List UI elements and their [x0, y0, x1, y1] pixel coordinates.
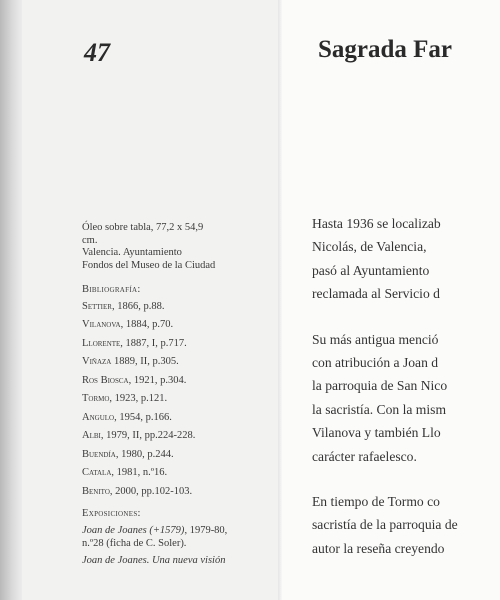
bibliography-item [82, 486, 272, 499]
bibliography-item [82, 467, 272, 480]
paragraph [312, 212, 500, 306]
bibliography-item [82, 393, 272, 406]
bibliography-item [82, 412, 272, 425]
dimensions-unit: cm. [82, 234, 98, 246]
bib-ref: , 1866, p.88. [111, 300, 165, 312]
paragraph [312, 490, 500, 560]
bib-author: Benito [82, 485, 110, 497]
bib-author: Angulo [82, 411, 115, 423]
bibliography-item [82, 449, 272, 462]
text-line: autor la reseña creyendo [312, 540, 445, 556]
bib-author: Viñaza [82, 356, 112, 368]
bib-ref: , 1981, n.º16. [111, 467, 168, 479]
artwork-title: Sagrada Far [318, 36, 453, 63]
bib-ref: , 1887, I, p.717. [120, 337, 187, 349]
location-line: Valencia. Ayuntamiento [82, 247, 182, 259]
exhibition-details-2: n.º28 (ficha de C. Soler). [82, 537, 187, 549]
bib-ref: , 1923, p.121. [109, 393, 168, 405]
text-line: Hasta 1936 se localizab [312, 216, 441, 231]
bibliography-item [82, 301, 272, 314]
text-line: pasó al Ayuntamiento [312, 262, 430, 278]
text-line: Vilanova y también Llo [312, 425, 441, 441]
text-line: En tiempo de Tormo co [312, 494, 440, 510]
bib-ref: , 1979, II, pp.224-228. [100, 430, 196, 442]
bibliography-section [82, 284, 272, 498]
bib-author: Catala [82, 467, 112, 479]
text-line: la parroquia de San Nico [312, 378, 448, 394]
bib-ref: , 1921, p.304. [128, 374, 187, 386]
bibliography-item [82, 338, 272, 351]
bib-ref: , 1884, p.70. [120, 319, 174, 331]
bibliography-item [82, 375, 272, 388]
text-line: reclamada al Servicio d [312, 286, 440, 302]
bib-ref: , 1980, p.244. [115, 448, 174, 460]
bib-ref: , 1954, p.166. [114, 411, 172, 423]
page-edge-shadow [0, 0, 22, 600]
bibliography-item [82, 319, 272, 332]
catalog-number: 47 [84, 38, 110, 67]
exhibition-item [82, 525, 272, 550]
bib-author: Tormo [82, 393, 110, 405]
text-line: sacristía de la parroquia de [312, 517, 458, 533]
bib-author: Ros Biosca [82, 374, 129, 386]
collection-line: Fondos del Museo de la Ciudad [82, 259, 216, 271]
bib-ref: , 2000, pp.102-103. [109, 485, 193, 497]
text-line: carácter rafaelesco. [312, 448, 417, 464]
text-line: con atribución a Joan d [312, 355, 439, 371]
exhibition-title: Joan de Joanes (+1579) [82, 525, 185, 536]
bib-author: Albi [82, 430, 101, 442]
bibliography-label: Bibliografía: [82, 284, 141, 296]
paragraph [312, 328, 500, 468]
catalog-entry [82, 222, 272, 573]
exhibition-title: Joan de Joanes. Una nueva visión [82, 555, 226, 567]
text-line: Su más antigua menció [312, 331, 439, 347]
text-line: Nicolás, de Valencia, [312, 239, 427, 255]
bib-author: Llorente [82, 337, 121, 349]
bib-author: Settier [82, 300, 112, 312]
exhibition-details: , 1979-80, [184, 525, 228, 536]
bib-author: Buendía [82, 448, 116, 460]
bib-author: Vilanova [82, 319, 121, 331]
exhibitions-section [82, 508, 272, 567]
bibliography-item [82, 430, 272, 443]
bibliography-item [82, 356, 272, 369]
exhibitions-label: Exposiciones: [82, 508, 141, 520]
text-line: la sacristía. Con la mism [312, 401, 447, 417]
body-text [312, 212, 500, 582]
bibliography-list [82, 301, 272, 498]
book-spine [278, 0, 282, 600]
medium-line: Óleo sobre tabla, 77,2 x 54,9 [82, 222, 204, 233]
exhibition-item [82, 555, 272, 568]
bib-ref: 1889, II, p.305. [111, 356, 179, 368]
